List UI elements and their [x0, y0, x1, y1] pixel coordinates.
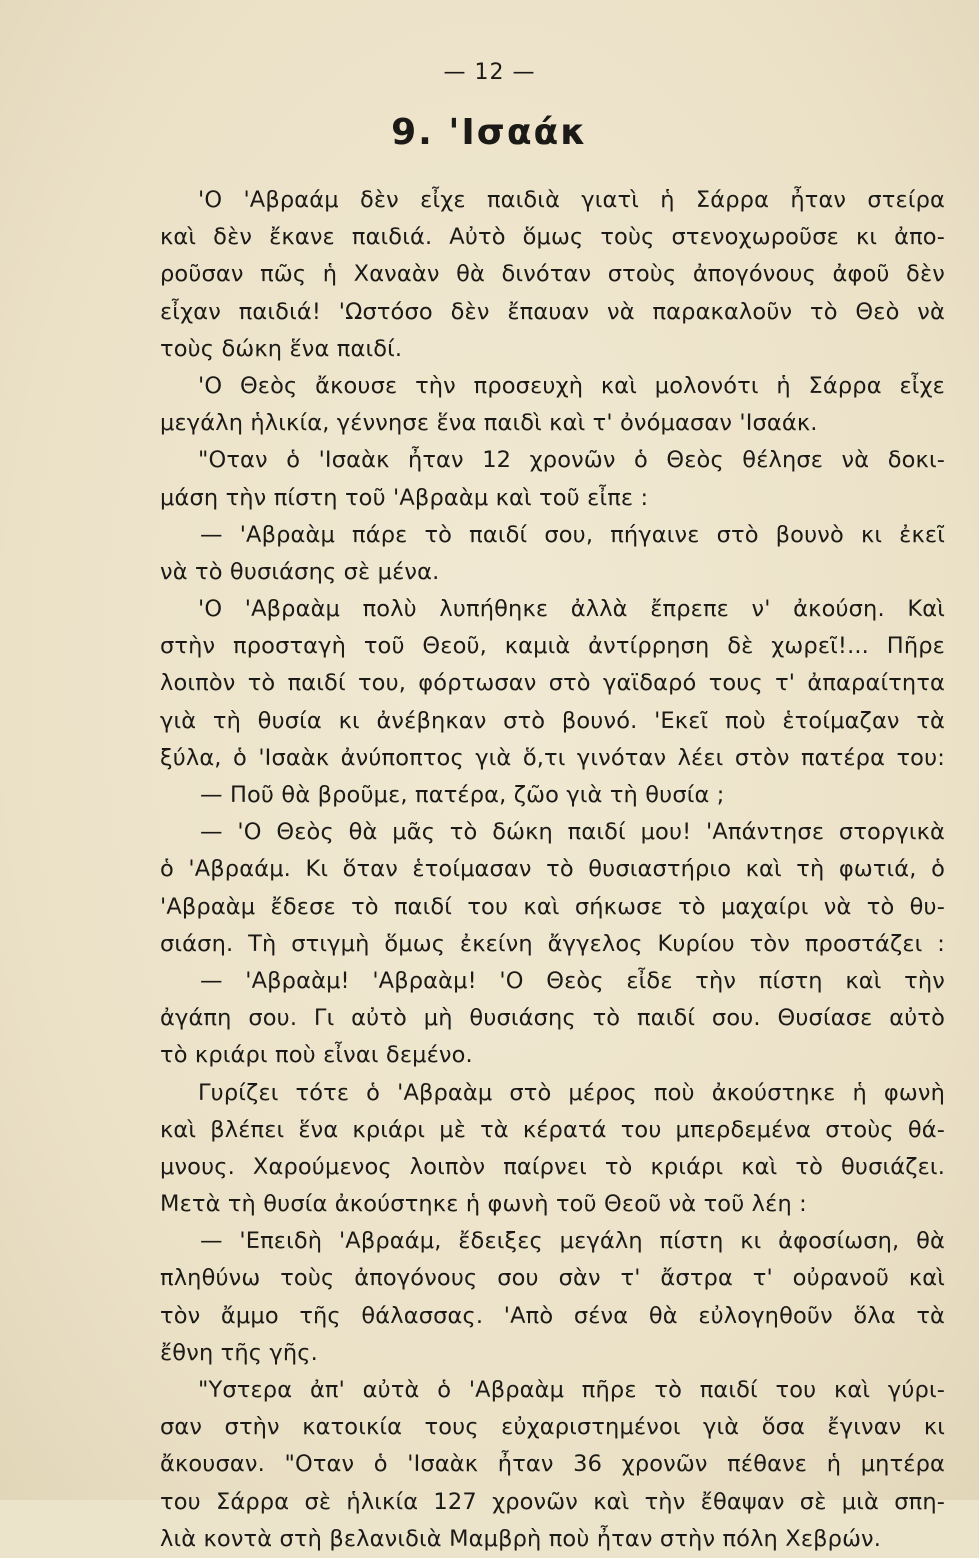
text-line: ἀγάπη σου. Γι αὐτὸ μὴ θυσιάσης τὸ παιδί σου. Θυσίασε αὐτὸ: [160, 1005, 945, 1032]
text-line: μάση τὴν πίστη τοῦ 'Αβραὰμ καὶ τοῦ εἶπε :: [160, 484, 649, 511]
text-line: 'Αβραὰμ ἔδεσε τὸ παιδί του καὶ σήκωσε τὸ μαχαίρι νὰ τὸ θυ-: [160, 893, 945, 920]
text-line: του Σάρρα σὲ ἡλικία 127 χρονῶν καὶ τὴν ἔθαψαν σὲ μιὰ σπη-: [160, 1488, 945, 1515]
chapter-title: 9. 'Ισαάκ: [391, 112, 588, 153]
text-line: πληθύνω τοὺς ἀπογόνους σου σὰν τ' ἄστρα τ' οὐρανοῦ καὶ: [160, 1265, 945, 1292]
text-line: στὴν προσταγὴ τοῦ Θεοῦ, καμιὰ ἀντίρρηση δὲ χωρεῖ!... Πῆρε: [160, 633, 945, 660]
text-line: μνους. Χαρούμενος λοιπὸν παίρνει τὸ κριάρι καὶ τὸ θυσιάζει.: [160, 1153, 945, 1180]
text-line: ξύλα, ὁ 'Ισαὰκ ἀνύποπτος γιὰ ὅ,τι γινόταν λέει στὸν πατέρα του:: [160, 744, 945, 771]
text-line: Γυρίζει τότε ὁ 'Αβραὰμ στὸ μέρος ποὺ ἀκούστηκε ἡ φωνὴ: [198, 1079, 945, 1106]
text-line: γιὰ τὴ θυσία κι ἀνέβηκαν στὸ βουνό. 'Εκεῖ ποὺ ἑτοίμαζαν τὰ: [160, 707, 945, 734]
text-line: λιὰ κοντὰ στὴ βελανιδιὰ Μαμβρὴ ποὺ ἦταν στὴν πόλη Χεβρών.: [160, 1525, 882, 1552]
text-line: λοιπὸν τὸ παιδί του, φόρτωσαν στὸ γαϊδαρό τους τ' ἀπαραίτητα: [160, 670, 945, 697]
text-line: ἔθνη τῆς γῆς.: [160, 1339, 318, 1366]
text-line: 'Ο 'Αβραάμ δὲν εἶχε παιδιὰ γιατὶ ἡ Σάρρα ἦταν στείρα: [198, 187, 945, 213]
text-line: 'Ο Θεὸς ἄκουσε τὴν προσευχὴ καὶ μολονότι ἡ Σάρρα εἶχε: [198, 372, 945, 399]
text-line: τοὺς δώκη ἕνα παιδί.: [160, 335, 403, 362]
text-line: εἶχαν παιδιά! 'Ωστόσο δὲν ἔπαυαν νὰ παρακαλοῦν τὸ Θεὸ νὰ: [160, 298, 945, 325]
text-line: νὰ τὸ θυσιάσης σὲ μένα.: [160, 558, 440, 585]
chapter-body: [160, 182, 945, 1558]
text-line: — 'Αβραὰμ πάρε τὸ παιδί σου, πήγαινε στὸ βουνὸ κι ἐκεῖ: [200, 521, 945, 548]
text-line: "Οταν ὁ 'Ισαὰκ ἦταν 12 χρονῶν ὁ Θεὸς θέλησε νὰ δοκι-: [198, 447, 945, 474]
text-line: τὸ κριάρι ποὺ εἶναι δεμένο.: [160, 1042, 473, 1069]
text-line: μεγάλη ἡλικία, γέννησε ἕνα παιδὶ καὶ τ' ὀνόμασαν 'Ισαάκ.: [160, 410, 818, 437]
text-line: σιάση. Τὴ στιγμὴ ὅμως ἐκείνη ἄγγελος Κυρίου τὸν προστάζει :: [160, 930, 945, 957]
text-line: — 'Ο Θεὸς θὰ μᾶς τὸ δώκη παιδί μου! 'Απάντησε στοργικὰ: [200, 819, 945, 846]
text-line: — 'Επειδὴ 'Αβραάμ, ἔδειξες μεγάλη πίστη κι ἀφοσίωση, θὰ: [200, 1228, 945, 1255]
text-line: 'Ο 'Αβραὰμ πολὺ λυπήθηκε ἀλλὰ ἔπρεπε ν' ἀκούση. Καὶ: [198, 596, 945, 623]
text-line: τὸν ἄμμο τῆς θάλασσας. 'Απὸ σένα θὰ εὐλογηθοῦν ὅλα τὰ: [160, 1302, 945, 1329]
text-line: "Υστερα ἀπ' αὐτὰ ὁ 'Αβραὰμ πῆρε τὸ παιδί του καὶ γύρι-: [198, 1377, 945, 1403]
text-line: ροῦσαν πῶς ἡ Χαναὰν θὰ δινόταν στοὺς ἀπογόνους ἀφοῦ δὲν: [160, 261, 945, 288]
text-line: σαν στὴν κατοικία τους εὐχαριστημένοι γιὰ ὅσα ἔγιναν κι: [160, 1414, 945, 1441]
text-line: καὶ βλέπει ἕνα κριάρι μὲ τὰ κέρατά του μπερδεμένα στοὺς θά-: [160, 1116, 945, 1143]
text-line: Μετὰ τὴ θυσία ἀκούστηκε ἡ φωνὴ τοῦ Θεοῦ νὰ τοῦ λέη :: [160, 1191, 807, 1218]
text-line: — Ποῦ θὰ βροῦμε, πατέρα, ζῶο γιὰ τὴ θυσία ;: [200, 782, 725, 808]
text-line: ἄκουσαν. "Οταν ὁ 'Ισαὰκ ἦταν 36 χρονῶν πέθανε ἡ μητέρα: [160, 1451, 945, 1478]
text-line: ὁ 'Αβραάμ. Κι ὅταν ἑτοίμασαν τὸ θυσιαστήριο καὶ τὴ φωτιά, ὁ: [160, 856, 945, 883]
page-number: — 12 —: [443, 60, 536, 85]
text-line: καὶ δὲν ἔκανε παιδιά. Αὐτὸ ὅμως τοὺς στενοχωροῦσε κι ἀπο-: [160, 224, 945, 251]
text-line: — 'Αβραὰμ! 'Αβραὰμ! 'Ο Θεὸς εἶδε τὴν πίστη καὶ τὴν: [200, 967, 945, 994]
